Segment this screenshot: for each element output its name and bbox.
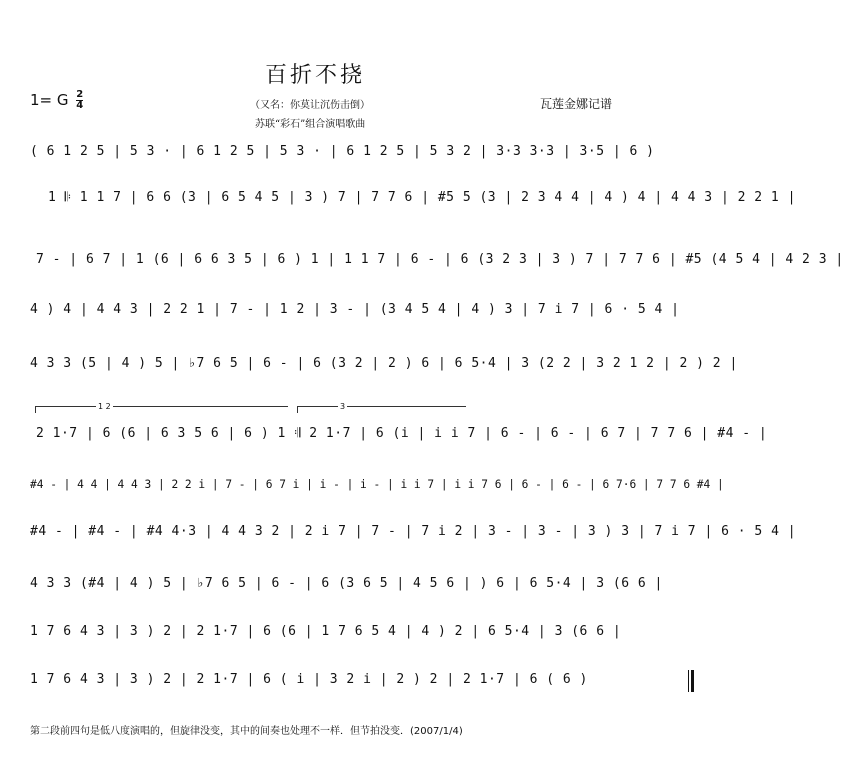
score-line-8 xyxy=(0,524,797,558)
score-line-4 xyxy=(0,302,730,336)
score-line-text: 4 3 3 (5 | 4 ) 5 | ♭7 6 5 | 6 - | 6 (3 2 | 2 ) 6 | 6 5·4 | 3 (2 2 | 3 2 1 2 | 2 ) 2 | xyxy=(30,356,738,371)
score-line-11 xyxy=(0,672,730,706)
score-line-1 xyxy=(0,144,730,178)
final-barline xyxy=(688,670,696,692)
score-line-text: 4 3 3 (#4 | 4 ) 5 | ♭7 6 5 | 6 - | 6 (3 6 5 | 4 5 6 | ) 6 | 6 5·4 | 3 (6 6 | xyxy=(30,576,663,591)
score-line-10 xyxy=(0,624,730,658)
footnote: 第二段前四句是低八度演唱的，但旋律没变，其中的间奏也处理不一样．但节拍没变．(2007/1/4) xyxy=(30,726,463,737)
score-line-2 xyxy=(0,190,796,224)
volta-bracket-2 xyxy=(297,402,466,413)
volta-2-label: 3 xyxy=(340,402,346,411)
volta-1-label: 1 2 xyxy=(98,402,111,411)
score-line-3 xyxy=(0,252,844,286)
key-time-signature xyxy=(30,90,83,111)
score-line-text: 1 7 6 4 3 | 3 ) 2 | 2 1·7 | 6 (6 | 1 7 6 5 4 | 4 ) 2 | 6 5·4 | 3 (6 6 | xyxy=(30,624,622,639)
song-alias: （又名：你莫让沉伤击倒） xyxy=(250,100,370,111)
score-line-text: 7 - | 6 7 | 1 (6 | 6 6 3 5 | 6 ) 1 | 1 1 7 | 6 - | 6 (3 2 3 | 3 ) 7 | 7 7 6 | #5 (4 5 4 | 4 2 3 | xyxy=(36,252,844,267)
score-line-text: #4 - | #4 - | #4 4·3 | 4 4 3 2 | 2 i 7 | 7 - | 7 i 2 | 3 - | 3 - | 3 ) 3 | 7 i 7 | 6 · 5 4 | xyxy=(30,524,797,539)
volta-bracket-1 xyxy=(35,402,288,413)
time-signature-bottom: 4 xyxy=(76,100,84,111)
score-line-5 xyxy=(0,356,738,390)
score-line-text: 1 7 6 4 3 | 3 ) 2 | 2 1·7 | 6 ( i | 3 2 i | 2 ) 2 | 2 1·7 | 6 ( 6 ) xyxy=(30,672,588,687)
score-line-9 xyxy=(0,576,730,610)
score-line-text: 2 1·7 | 6 (6 | 6 3 5 6 | 6 ) 1 𝄇 2 1·7 | 6 (i | i i 7 | 6 - | 6 - | 6 7 | 7 7 6 | #4 - | xyxy=(36,426,768,441)
transcriber-credit: 瓦莲金娜记谱 xyxy=(540,97,613,111)
score-line-text: #4 - | 4 4 | 4 4 3 | 2 2 i | 7 - | 6 7 i | i - | i - | i i 7 | i i 7 6 | 6 - | 6 - | 6 7·6 | 7 7 6 #4 | xyxy=(30,478,724,491)
score-line-text: ( 6 1 2 5 | 5 3 · | 6 1 2 5 | 5 3 · | 6 1 2 5 | 5 3 2 | 3·3 3·3 | 3·5 | 6 ) xyxy=(30,144,655,159)
time-signature-top: 2 xyxy=(76,89,84,100)
key-signature: 1= G xyxy=(30,91,69,109)
score-line-text: 4 ) 4 | 4 4 3 | 2 2 1 | 7 - | 1 2 | 3 - | (3 4 5 4 | 4 ) 3 | 7 i 7 | 6 · 5 4 | xyxy=(30,302,680,317)
song-title: 百折不挠 xyxy=(265,63,366,88)
time-signature xyxy=(76,90,83,111)
score-line-6 xyxy=(0,426,768,460)
score-line-7 xyxy=(0,478,730,512)
performance-note: 苏联“彩石”组合演唱歌曲 xyxy=(255,119,366,130)
score-line-text: 1 𝄆 1 1 7 | 6 6 (3 | 6 5 4 5 | 3 ) 7 | 7 7 6 | #5 5 (3 | 2 3 4 4 | 4 ) 4 | 4 4 3 | 2 2 1 | xyxy=(48,190,796,205)
